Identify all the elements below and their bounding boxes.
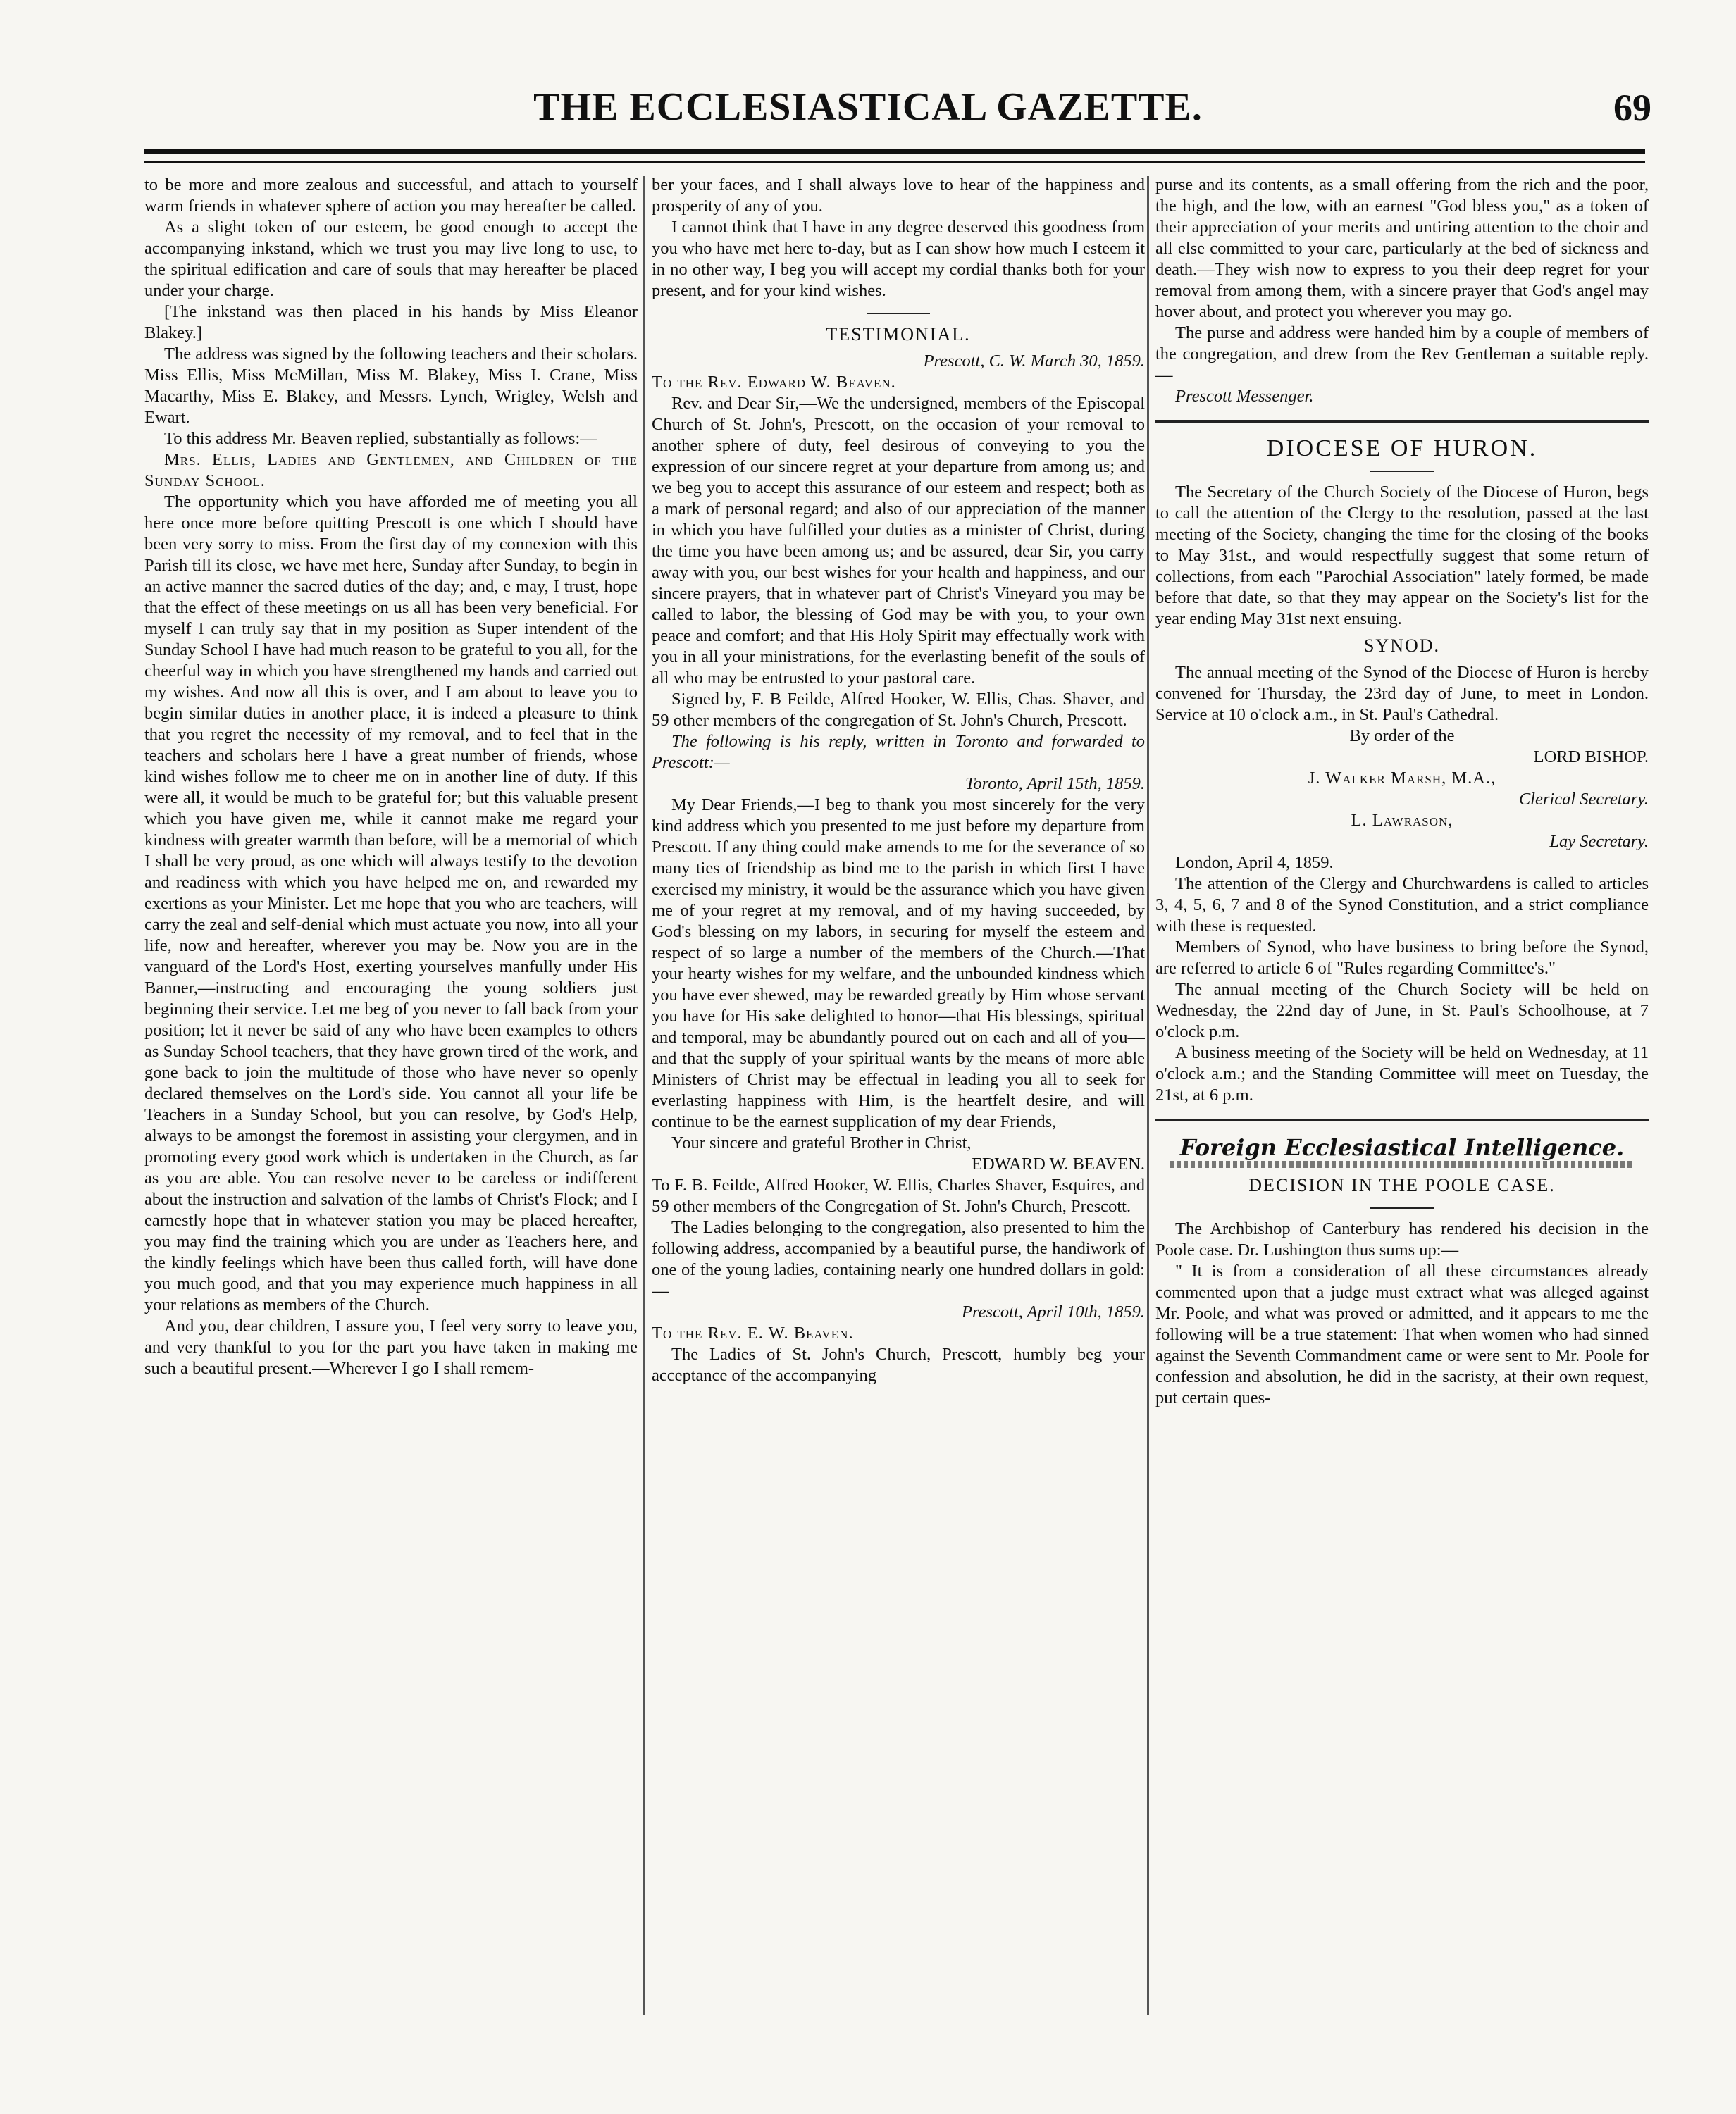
section-rule — [867, 313, 930, 314]
order-line: By order of the — [1349, 726, 1455, 745]
paragraph: The annual meeting of the Church Society will be held on Wednesday, the 22nd day of June, in St. Paul's Schoolhouse, at 7 o'clock p.m. — [1155, 980, 1649, 1041]
dateline: Toronto, April 15th, 1859. — [965, 774, 1145, 793]
paragraph: The Secretary of the Church Society of the Diocese of Huron, begs to call the attention of the Clergy to the resolution, passed at the last meeting of the Society, changing the time for the closing of the books to May 31st., and would respectfully suggest that some return of collections, from each "Parochial Association" lately formed, be made before that date, so that they may appear on the Society's list for the year ending May 31st next ensuing. — [1155, 483, 1649, 628]
page-number: 69 — [1613, 87, 1651, 129]
section-rule — [1155, 420, 1649, 423]
paragraph: The annual meeting of the Synod of the Diocese of Huron is hereby convened for Thursday, the 23rd day of June, to meet in London. Service at 10 o'clock a.m., in St. Paul's Cathedral. — [1155, 663, 1649, 724]
section-rule — [1370, 1207, 1434, 1209]
bishop-line: LORD BISHOP. — [1533, 747, 1649, 766]
paragraph: Rev. and Dear Sir,—We the undersigned, members of the Episcopal Church of St. John's, Prescott, on the occasion of your removal to another sphere of duty, feel desirous of conveying to you the expression of our sincere regret at your departure from among us; and we beg you to accept this assurance of our esteem and respect; both as a mark of personal regard; and also of our appreciation of the manner in which you have fulfilled your duties as a minister of Christ, during the time you have been among us; and be assured, dear Sir, you carry away with you, our best wishes for your health and happiness, and our sincere prayers, that in whatever part of Christ's Vineyard you may be called to labor, the blessing of God may be with you, to your own peace and comfort; and that His Holy Spirit may effectually work with you in all your ministrations, for the everlasting benefit of the souls of all who may be entrusted to your pastoral care. — [652, 394, 1145, 688]
paragraph: purse and its contents, as a small offering from the rich and the poor, the high, and the low, with an earnest "God bless you," as a token of their appreciation of your merits and untiring attention to the choir and all else committed to your care, particularly at the bed of sickness and death.—They wish now to express to you their deep regret for your removal from among them, with a sincere prayer that God's angel may hover about, and protect you wherever you may go. — [1155, 175, 1649, 321]
synod-heading: SYNOD. — [1363, 635, 1441, 656]
paragraph: A business meeting of the Society will be held on Wednesday, at 11 o'clock a.m.; and the Standing Committee will meet on Tuesday, the 21st, at 6 p.m. — [1155, 1043, 1649, 1105]
source-credit: Prescott Messenger. — [1175, 387, 1314, 406]
paragraph: As a slight token of our esteem, be good enough to accept the accompanying inkstand, which we trust you may live long to use, to the spiritual edification and care of souls that may hereafter be placed under your charge. — [144, 218, 638, 300]
poole-case-heading: DECISION IN THE POOLE CASE. — [1248, 1175, 1556, 1195]
paragraph: My Dear Friends,—I beg to thank you most sincerely for the very kind address which you presented to me just before my departure from Prescott. If any thing could make amends to me for the severance of so many ties of friendship as bind me to the parish in which first I have exercised my ministry, it would be the assurance which you have given me of your regret at my removal, and of my having succeeded, by God's blessing on my labors, in securing for myself the esteem and respect of so large a number of the members of the Church.—That your hearty wishes for my welfare, and the unbounded kindness which you have ever shewed, may be rewarded greatly by Him whose servant you have for His sake delighted to honor—that His blessings, spiritual and temporal, may be abundantly poured out on each and all of you—and that the supply of your spiritual wants by the means of more able Ministers of Christ may be effectual in leading you all to seek for everlasting happiness with Him, is the heartfelt desire, and will continue to be the earnest supplication of my dear Friends, — [652, 795, 1145, 1131]
paragraph: The following is his reply, written in Toronto and forwarded to Prescott:— — [652, 732, 1145, 772]
column-1 — [144, 175, 638, 2013]
secretary-name: L. Lawrason, — [1351, 811, 1453, 830]
paragraph: The Ladies belonging to the congregation, also presented to him the following address, accompanied by a beautiful purse, the handiwork of one of the young ladies, containing nearly one hundred dollars in gold:— — [652, 1218, 1145, 1300]
paragraph: " It is from a consideration of all these circumstances already commented upon that a judge must extract what was alleged against Mr. Poole, and what was proved or admitted, and it appears to me the following will be a true statement: That when women who had sinned against the Seventh Commandment came or were sent to Mr. Poole for confession and absolution, he did in the sacristy, at their own request, put certain ques- — [1155, 1262, 1649, 1407]
paragraph: The Ladies of St. John's Church, Prescott, humbly beg your acceptance of the accompanying — [652, 1345, 1145, 1385]
header-rule-thin — [144, 161, 1645, 163]
section-rule — [1370, 471, 1434, 472]
section-rule — [1155, 1119, 1649, 1121]
dateline: Prescott, C. W. March 30, 1859. — [923, 352, 1145, 371]
salutation: Mrs. Ellis, Ladies and Gentlemen, and Children of the Sunday School. — [144, 450, 638, 490]
column-divider — [1147, 176, 1149, 2015]
addressee: To the Rev. Edward W. Beaven. — [652, 373, 896, 392]
ornamental-rule — [1170, 1161, 1635, 1168]
masthead-title: THE ECCLESIASTICAL GAZETTE. — [533, 85, 1203, 129]
column-divider — [643, 176, 645, 2015]
paragraph: The attention of the Clergy and Churchwardens is called to articles 3, 4, 5, 6, 7 and 8 of the Synod Constitution, and a strict compliance with these is requested. — [1155, 874, 1649, 935]
secretary-title: Lay Secretary. — [1549, 832, 1649, 851]
secretary-title: Clerical Secretary. — [1518, 790, 1649, 809]
column-3 — [1155, 175, 1649, 2013]
paragraph: And you, dear children, I assure you, I feel very sorry to leave you, and very thankful to you for the part you have taken in making me such a beautiful present.—Wherever I go I shall remem- — [144, 1317, 638, 1378]
addressee: To the Rev. E. W. Beaven. — [652, 1324, 854, 1343]
secretary-name: J. Walker Marsh, M.A., — [1308, 769, 1496, 788]
column-2 — [652, 175, 1145, 2013]
paragraph: The address was signed by the following teachers and their scholars. Miss Ellis, Miss McMillan, Miss M. Blakey, Miss I. Crane, Miss Macarthy, Miss E. Blakey, and Messrs. Lynch, Wrigley, Welsh and Ewart. — [144, 344, 638, 427]
paragraph: I cannot think that I have in any degree deserved this goodness from you who have met here to-day, but as I can show how much I esteem it in no other way, I beg you will accept my cordial thanks both for your present, and for your kind wishes. — [652, 218, 1145, 300]
dateline: London, April 4, 1859. — [1175, 853, 1334, 872]
foreign-intelligence-heading: Foreign Ecclesiastical Intelligence. — [1179, 1134, 1625, 1161]
dateline: Prescott, April 10th, 1859. — [962, 1302, 1145, 1322]
testimonial-heading: TESTIMONIAL. — [826, 324, 971, 344]
header-rule-thick — [144, 149, 1645, 154]
paragraph: The opportunity which you have afforded me of meeting you all here once more before quitting Prescott is one which I should have been very sorry to miss. From the first day of my connexion with this Parish till its close, we have met here, Sunday after Sunday, to begin in an active manner the sacred duties of the day; and, e may, I trust, hope that the effect of these meetings on us all has been very beneficial. For myself I can truly say that in my position as Super intendent of the Sunday School I have had much reason to be grateful to you all, for the cheerful way in which you have strengthened my hands and carried out my wishes. And now all this is over, and I am about to leave you to begin similar duties in another place, it is indeed a pleasure to think that you regret the necessity of my removal, and to feel that in the teachers and scholars here I have a great number of friends, whose kind wishes follow me to cheer me on in another line of duty. If this were all, it would be much to be grateful for; but this valuable present which you have given me, while it cannot make me regard your kindness with greater warmth than before, will be a memorial of which I shall be very proud, as one which will always testify to the devotion and readiness with which you have helped me on, and rewarded my exertions as your Minister. Let me hope that you who are teachers, will carry the zeal and self-denial which must actuate you now, into all your life, now and hereafter, wherever you may be. Now you are in the vanguard of the Lord's Host, exerting yourselves manfully under His Banner,—instructing and encouraging the young soldiers just beginning their service. Let me beg of you never to fall back from your position; let it never be said of any who have been examples to others as Sunday School teachers, that they have grown tired of the work, and gone back to join the multitude of those who have never so openly declared themselves on the Lord's side. You cannot all your life be Teachers in a Sunday School, but you can resolve, by God's Help, always to be amongst the foremost in assisting your clergymen, and in promoting every good work which is undertaken in the Church, as far as you are able. You can resolve never to be careless or indifferent about the instruction and salvation of the lambs of Christ's Flock; and I earnestly hope that in whatever station you may be placed hereafter, you may find the training which you are under as Teachers here, and the kindly feelings which have been thus called forth, will have done you much good, and that you may experience much happiness in all your relations as members of the Church. — [144, 492, 638, 1314]
diocese-heading: DIOCESE OF HURON. — [1266, 435, 1538, 461]
signature: EDWARD W. BEAVEN. — [972, 1155, 1145, 1174]
paragraph: The purse and address were handed him by a couple of members of the congregation, and drew from the Rev Gentleman a suitable reply.— — [1155, 323, 1649, 385]
closing: Your sincere and grateful Brother in Christ, — [671, 1133, 972, 1152]
paragraph: Signed by, F. B Feilde, Alfred Hooker, W. Ellis, Chas. Shaver, and 59 other members of the congregation of St. John's Church, Prescott. — [652, 690, 1145, 730]
addressee: To F. B. Feilde, Alfred Hooker, W. Ellis, Charles Shaver, Esquires, and 59 other members of the Congregation of St. John's Church, Prescott. — [652, 1176, 1145, 1216]
paragraph: The Archbishop of Canterbury has rendered his decision in the Poole case. Dr. Lushington thus sums up:— — [1155, 1219, 1649, 1260]
paragraph: To this address Mr. Beaven replied, substantially as follows:— — [164, 429, 597, 448]
paragraph: to be more and more zealous and successful, and attach to yourself warm friends in whatever sphere of action you may hereafter be called. — [144, 175, 638, 216]
paragraph: [The inkstand was then placed in his hands by Miss Eleanor Blakey.] — [144, 302, 638, 342]
paragraph: Members of Synod, who have business to bring before the Synod, are referred to article 6 of "Rules regarding Committee's." — [1155, 938, 1649, 978]
paragraph: ber your faces, and I shall always love to hear of the happiness and prosperity of any of you. — [652, 175, 1145, 216]
